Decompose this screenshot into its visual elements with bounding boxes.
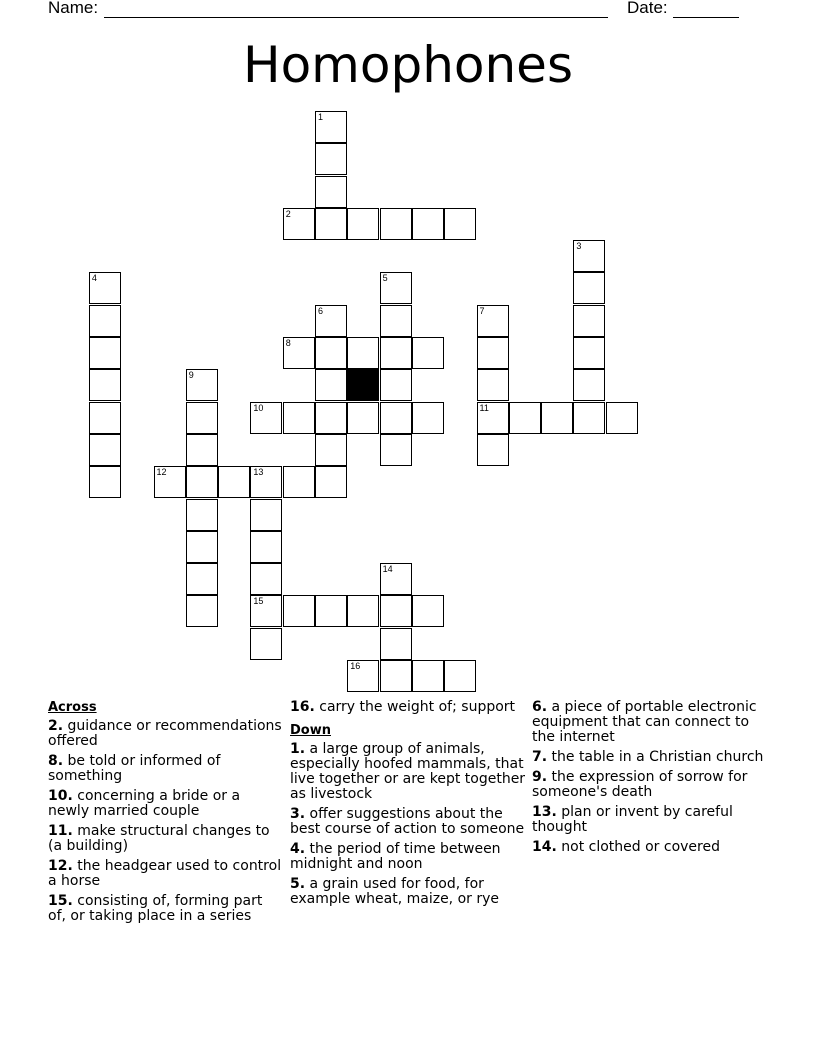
grid-cell[interactable] — [315, 305, 347, 337]
grid-cell[interactable] — [412, 208, 444, 240]
name-label: Name: — [48, 0, 99, 17]
clue-number: 10 — [253, 402, 264, 413]
clue-item-number: 16. — [290, 699, 315, 715]
clues-column-3 — [532, 700, 768, 860]
grid-cell[interactable] — [347, 337, 379, 369]
grid-cell[interactable] — [573, 305, 605, 337]
clue-item-text: make structural changes to (a building) — [48, 823, 270, 854]
grid-cell[interactable] — [89, 369, 121, 401]
grid-cell[interactable] — [315, 402, 347, 434]
grid-cell[interactable] — [477, 337, 509, 369]
grid-cell[interactable] — [218, 466, 250, 498]
grid-cell[interactable] — [154, 466, 186, 498]
grid-cell[interactable] — [380, 660, 412, 692]
down-clue-list — [290, 742, 526, 907]
clue-item-number: 8. — [48, 753, 64, 769]
grid-cell[interactable] — [315, 434, 347, 466]
grid-cell[interactable] — [477, 369, 509, 401]
grid-cell[interactable] — [250, 595, 282, 627]
page-title: Homophones — [242, 36, 573, 94]
clue-number: 9 — [188, 370, 194, 381]
grid-cell[interactable] — [315, 176, 347, 208]
grid-cell[interactable] — [477, 402, 509, 434]
grid-cell[interactable] — [283, 402, 315, 434]
grid-cell[interactable] — [283, 337, 315, 369]
clue-item-number: 11. — [48, 823, 73, 839]
grid-cell[interactable] — [380, 337, 412, 369]
grid-cell[interactable] — [186, 499, 218, 531]
clue-item-number: 10. — [48, 788, 73, 804]
grid-cell[interactable] — [380, 272, 412, 304]
grid-cell[interactable] — [250, 531, 282, 563]
grid-cell[interactable] — [250, 628, 282, 660]
grid-cell[interactable] — [250, 402, 282, 434]
grid-cell[interactable] — [347, 595, 379, 627]
grid-cell[interactable] — [380, 305, 412, 337]
clue-number: 4 — [91, 273, 97, 284]
grid-cell[interactable] — [315, 337, 347, 369]
clue-item — [48, 859, 284, 889]
grid-cell[interactable] — [380, 402, 412, 434]
clue-item-text: the table in a Christian church — [551, 749, 764, 765]
clue-item-text: the period of time between midnight and noon — [290, 841, 501, 872]
grid-cell[interactable] — [250, 499, 282, 531]
clue-item-text: plan or invent by careful thought — [532, 804, 733, 835]
black-cell — [347, 369, 379, 401]
grid-cell[interactable] — [186, 531, 218, 563]
across-clue-list-continued — [290, 700, 526, 715]
grid-cell[interactable] — [573, 337, 605, 369]
clue-number: 16 — [350, 661, 361, 671]
clue-item-text: be told or informed of something — [48, 753, 221, 784]
clue-number: 6 — [318, 305, 324, 316]
clue-item-text: a large group of animals, especially hoofed mammals, that live together or are kept together as livestock — [290, 741, 526, 802]
clue-item-text: the headgear used to control a horse — [48, 858, 282, 889]
clue-item-text: consisting of, forming part of, or taking place in a series — [48, 893, 263, 924]
grid-cell[interactable] — [573, 402, 605, 434]
clue-number: 5 — [382, 273, 388, 284]
clue-item-number: 6. — [532, 699, 548, 715]
grid-cell[interactable] — [412, 595, 444, 627]
clue-item — [532, 700, 768, 745]
grid-cell[interactable] — [412, 660, 444, 692]
clue-number: 3 — [576, 241, 582, 252]
clue-item-number: 15. — [48, 893, 73, 909]
grid-cell[interactable] — [477, 305, 509, 337]
clue-number: 11 — [479, 402, 489, 413]
clue-item-number: 12. — [48, 858, 73, 874]
clue-item-text: a grain used for food, for example wheat, maize, or rye — [290, 876, 500, 907]
grid-cell[interactable] — [89, 305, 121, 337]
grid-cell[interactable] — [186, 595, 218, 627]
clue-item-number: 1. — [290, 741, 306, 757]
grid-cell[interactable] — [250, 466, 282, 498]
across-clue-list — [48, 719, 284, 924]
clue-number: 8 — [285, 338, 291, 348]
grid-cell[interactable] — [347, 208, 379, 240]
clue-item — [48, 894, 284, 924]
grid-cell[interactable] — [380, 595, 412, 627]
clue-number: 2 — [285, 208, 291, 219]
grid-cell[interactable] — [89, 466, 121, 498]
grid-cell[interactable] — [606, 402, 638, 434]
grid-cell[interactable] — [315, 208, 347, 240]
clue-item-number: 3. — [290, 806, 306, 822]
grid-cell[interactable] — [477, 434, 509, 466]
down-clue-list-continued — [532, 700, 768, 855]
clue-item-text: not clothed or covered — [561, 839, 720, 855]
clue-item — [290, 877, 526, 907]
clue-item-number: 9. — [532, 769, 548, 785]
grid-cell[interactable] — [347, 402, 379, 434]
clue-item — [290, 700, 526, 715]
clue-item-number: 13. — [532, 804, 557, 820]
grid-cell[interactable] — [186, 563, 218, 595]
grid-cell[interactable] — [186, 402, 218, 434]
grid-cell[interactable] — [380, 628, 412, 660]
grid-cell[interactable] — [186, 369, 218, 401]
clue-item-number: 5. — [290, 876, 306, 892]
grid-cell[interactable] — [89, 272, 121, 304]
clue-item — [532, 750, 768, 765]
clue-number: 1 — [318, 111, 324, 122]
grid-cell[interactable] — [186, 466, 218, 498]
grid-cell[interactable] — [380, 208, 412, 240]
grid-cell[interactable] — [283, 466, 315, 498]
date-label: Date: — [627, 0, 668, 17]
clue-item-text: a piece of portable electronic equipment that can connect to the internet — [532, 699, 757, 745]
clue-item-number: 14. — [532, 839, 557, 855]
clue-item — [48, 824, 284, 854]
grid-cell[interactable] — [283, 208, 315, 240]
clue-item — [532, 770, 768, 800]
clue-item — [532, 805, 768, 835]
clue-item — [48, 789, 284, 819]
clue-number: 14 — [382, 564, 393, 575]
clue-item-text: the expression of sorrow for someone's death — [532, 769, 748, 800]
grid-cell[interactable] — [186, 434, 218, 466]
clue-item — [48, 754, 284, 784]
grid-cell[interactable] — [380, 434, 412, 466]
clue-item — [290, 842, 526, 872]
clue-number: 13 — [253, 467, 264, 478]
clue-item-text: concerning a bride or a newly married couple — [48, 788, 241, 819]
grid-cell[interactable] — [412, 402, 444, 434]
grid-cell[interactable] — [444, 660, 476, 692]
grid-cell[interactable] — [315, 369, 347, 401]
grid-cell[interactable] — [380, 563, 412, 595]
clue-item — [290, 742, 526, 802]
grid-cell[interactable] — [89, 402, 121, 434]
grid-cell[interactable] — [444, 208, 476, 240]
clue-number: 15 — [253, 596, 264, 607]
grid-cell[interactable] — [283, 595, 315, 627]
grid-cell[interactable] — [541, 402, 573, 434]
grid-cell[interactable] — [250, 563, 282, 595]
grid-cell[interactable] — [315, 111, 347, 143]
clues-column-2 — [290, 700, 526, 912]
down-heading: Down — [290, 723, 331, 738]
clue-number: 7 — [479, 305, 485, 316]
grid-cell[interactable] — [573, 272, 605, 304]
clue-item — [48, 719, 284, 749]
grid-cell[interactable] — [509, 402, 541, 434]
grid-cell[interactable] — [380, 369, 412, 401]
clue-item-text: offer suggestions about the best course of action to someone — [290, 806, 525, 837]
grid-cell[interactable] — [315, 143, 347, 175]
grid-cell[interactable] — [315, 595, 347, 627]
grid-cell[interactable] — [573, 369, 605, 401]
clue-item-text: guidance or recommendations offered — [48, 718, 282, 749]
grid-cell[interactable] — [89, 434, 121, 466]
clue-item — [290, 807, 526, 837]
clue-item-number: 7. — [532, 749, 548, 765]
clue-item-text: carry the weight of; support — [319, 699, 516, 715]
grid-cell[interactable] — [89, 337, 121, 369]
grid-cell[interactable] — [412, 337, 444, 369]
grid-cell[interactable] — [573, 240, 605, 272]
clue-item — [532, 840, 768, 855]
across-heading: Across — [48, 700, 97, 715]
grid-cell[interactable] — [315, 466, 347, 498]
clue-item-number: 4. — [290, 841, 306, 857]
clue-item-number: 2. — [48, 718, 64, 734]
clue-number: 12 — [156, 467, 167, 478]
clues-column-1 — [48, 700, 284, 929]
grid-cell[interactable] — [347, 660, 379, 692]
